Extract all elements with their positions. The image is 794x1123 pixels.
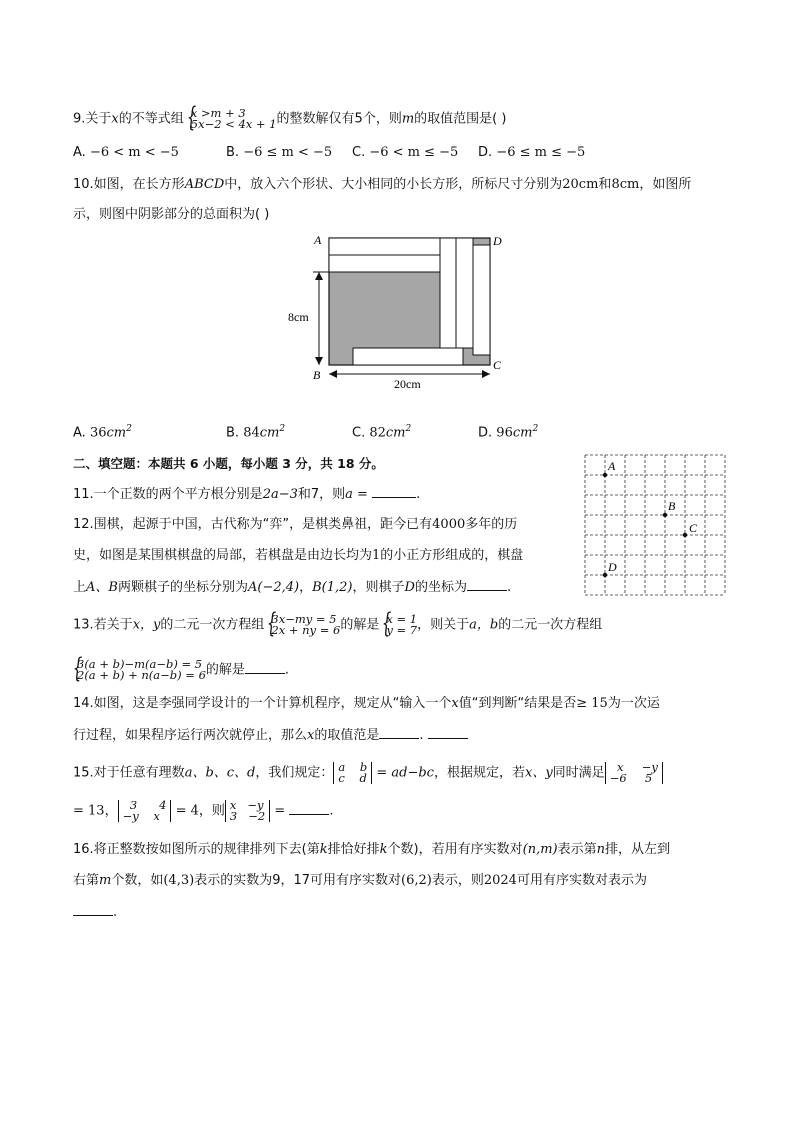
q10-small-rect-1 — [329, 238, 440, 255]
q10-label-a: A — [314, 233, 322, 247]
q12-piece-a — [603, 473, 607, 477]
q10-small-rect-2 — [329, 255, 440, 272]
q12-label-b: B — [668, 499, 676, 513]
q10-label-b: B — [313, 368, 321, 382]
q10-dim-height-label: 8cm — [288, 310, 309, 324]
q12-go-board — [584, 454, 726, 596]
q10-label-d: D — [493, 234, 502, 248]
q10-line2: 示，则图中阴影部分的总面积为( ) — [73, 207, 270, 222]
q12-line2: 史，如图是某围棋棋盘的局部，若棋盘是由边长均为1的小正方形组成的，棋盘 — [73, 548, 524, 563]
q10-option-b: B. $84cm^2$ — [226, 424, 286, 441]
q12-line1: 12.围棋，起源于中国，古代称为“弈”，是棋类鼻祖，距今已有4000多年的历 — [73, 517, 518, 532]
q10-shaded-region-top-right — [473, 238, 490, 245]
q10-option-d: D. $96cm^2$ — [478, 424, 539, 441]
q10-option-a: A. $36cm^2$ — [73, 424, 132, 441]
q9-var-m: m — [401, 111, 415, 127]
q13-line1: 13.若关于x，y的二元一次方程组 { 3x−my = 5 2x + ny = 6 的解是 { x = 1 y = 7 ，则关于a，b的二元一次方程组 — [73, 614, 602, 636]
q16-line2: 右第m个数，如(4,3)表示的实数为9，17可用有序实数对(6,2)表示，则2024可用有序实数对表示为 — [73, 873, 647, 888]
q13-system-2: { 3(a + b)−m(a−b) = 5 2(a + b) + n(a−b) = 6 — [70, 659, 206, 681]
q15-line2: = 13， 3 4 −y x = 4，则 x −y 3 −2 = . — [73, 798, 334, 823]
q16-answer-blank[interactable] — [73, 903, 113, 916]
q10-label-c: C — [493, 358, 502, 372]
q10-dim-width-arrow-right — [482, 370, 490, 378]
q12-piece-c — [683, 533, 687, 537]
q12-label-d: D — [608, 560, 617, 574]
q11-answer-blank[interactable] — [372, 485, 416, 498]
q9-stem-c: 的整数解仅有5个，则 — [276, 111, 402, 127]
q10-line1: 10.如图，在长方形ABCD中，放入六个形状、大小相同的小长方形，所标尺寸分别为20cm和8cm，如图所 — [73, 177, 692, 192]
q10-dim-height-arrow-bottom — [315, 357, 323, 365]
q10-option-c: C. $82cm^2$ — [352, 424, 412, 441]
q10-small-rect-6 — [353, 348, 463, 365]
q10-small-rect-3 — [440, 238, 456, 348]
q12-piece-b — [663, 513, 667, 517]
q9-option-b: B. −6 ≤ m < −5 — [226, 145, 333, 160]
q10-rectangle-figure — [285, 228, 510, 390]
q15-determinant-3: x −y 3 −2 — [225, 800, 270, 822]
q14-line2: 行过程，如果程序运行两次就停止，那么x的取值范是 . — [73, 726, 468, 745]
q9-stem-a: 9.关于 — [73, 111, 112, 127]
q10-dim-width-arrow-left — [329, 370, 337, 378]
q9-var-x: x — [111, 111, 119, 127]
q13-solution: { x = 1 y = 7 — [379, 614, 417, 636]
q12-line3: 上A、B两颗棋子的坐标分别为A(−2,4)，B(1,2)，则棋子D的坐标为 . — [73, 580, 512, 595]
q9-option-d: D. −6 ≤ m ≤ −5 — [478, 145, 586, 160]
q16-line3: . — [73, 903, 117, 922]
q12-piece-d — [603, 573, 607, 577]
q9-stem-b: 的不等式组 — [118, 111, 184, 127]
q13-answer-blank[interactable] — [245, 661, 285, 674]
q11-stem: 11.一个正数的两个平方根分别是2a−3和7，则a = . — [73, 487, 421, 502]
q16-line1: 16.将正整数按如图所示的规律排列下去(第k排恰好排k个数)，若用有序实数对(n,m)表示第n排，从左到 — [73, 842, 671, 857]
q9-option-c: C. −6 < m ≤ −5 — [352, 145, 459, 160]
q9-sys-line2: 5x−2 < 4x + 1 — [190, 117, 277, 131]
q10-dim-width-label: 20cm — [394, 377, 421, 390]
q15-answer-blank[interactable] — [289, 802, 329, 815]
q14-answer-blank-2[interactable] — [428, 726, 468, 739]
q9-sys-line1: { x >m + 3 — [190, 106, 246, 120]
q15-determinant-def: a b c d — [333, 762, 372, 784]
q15-determinant-1: x −y −6 5 — [605, 762, 663, 784]
q14-answer-blank-1[interactable] — [379, 726, 419, 739]
q9-option-a: A. −6 < m < −5 — [73, 145, 179, 160]
q10-abcd: ABCD — [184, 177, 225, 192]
q12-label-c: C — [689, 521, 698, 535]
section2-heading: 二、填空题：本题共 6 小题，每小题 3 分，共 18 分。 — [73, 456, 384, 471]
q9-inequality-system — [184, 108, 277, 130]
q15-line1: 15.对于任意有理数a、b、c、d，我们规定： a b c d = ad−bc，根据规定，若x、y同时满足 x −y −6 5 — [73, 762, 663, 784]
q12-answer-blank[interactable] — [467, 578, 507, 591]
q9-stem-d: 的取值范围是( ) — [414, 111, 507, 127]
q9-stem — [73, 108, 506, 130]
q14-line1: 14.如图，这是李强同学设计的一个计算机程序，规定从“输入一个x值“到判断“结果是否≥ 15为一次运 — [73, 696, 660, 711]
q10-small-rect-4 — [456, 238, 473, 348]
q10-small-rect-5 — [473, 245, 490, 355]
q13-system-1: { 3x−my = 5 2x + ny = 6 — [264, 614, 340, 636]
q15-determinant-2: 3 4 −y x — [118, 800, 172, 822]
q12-label-a: A — [608, 459, 616, 473]
q13-line2: { 3(a + b)−m(a−b) = 5 2(a + b) + n(a−b) = 6 的解是 . — [73, 659, 289, 681]
q10-dim-height-arrow-top — [315, 272, 323, 280]
